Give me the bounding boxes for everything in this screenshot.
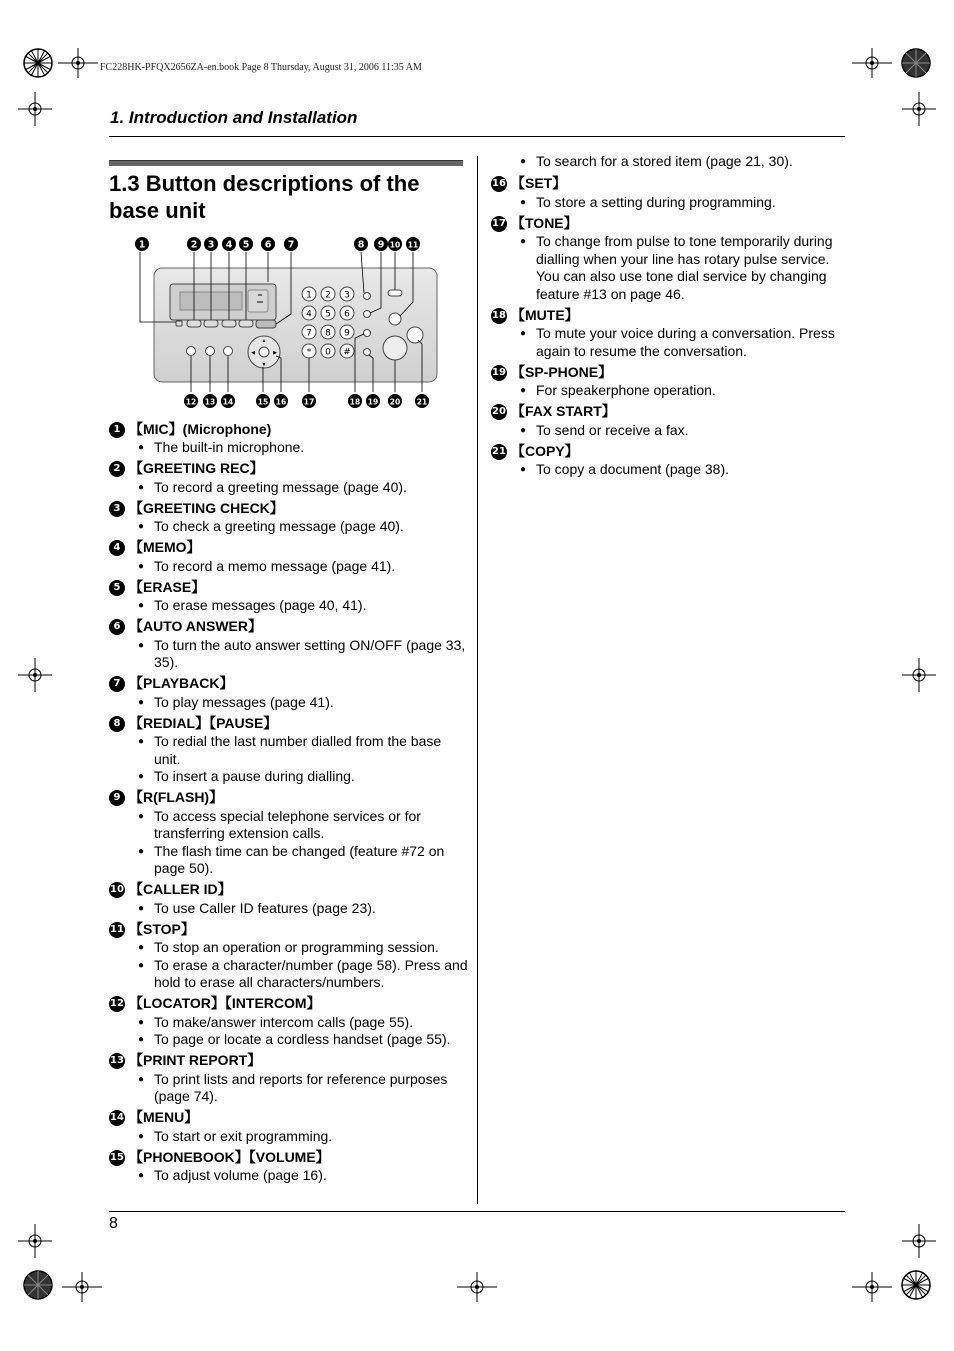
button-label: 【MENU】 [129, 1109, 199, 1126]
button-description-item [109, 881, 469, 918]
erase-button [239, 320, 253, 327]
page-number: 8 [109, 1215, 118, 1232]
button-description-item [491, 306, 851, 360]
svg-text:9: 9 [377, 239, 385, 251]
description-bullet: ● To start or exit programming. [134, 1128, 469, 1146]
description-bullet: ● To check a greeting message (page 40). [134, 518, 469, 536]
button-label: 【CALLER ID】 [129, 881, 232, 898]
auto-answer-button [256, 320, 276, 328]
mute-button [364, 349, 371, 356]
locator-intercom-button [187, 347, 196, 356]
crosshair-mark-icon [902, 1224, 936, 1258]
button-description-heading [109, 1052, 469, 1071]
column-divider [477, 156, 478, 1204]
button-list-left [109, 420, 469, 1188]
stop-button [389, 313, 401, 325]
svg-text:20: 20 [389, 397, 401, 407]
svg-text:9: 9 [344, 328, 350, 339]
svg-text:6: 6 [264, 239, 272, 251]
button-description-heading [491, 214, 851, 233]
top-callouts [135, 237, 420, 251]
button-description-item [109, 789, 469, 878]
button-label: 【SP-PHONE】 [511, 363, 613, 380]
button-description-item [109, 675, 469, 712]
button-list-right [491, 153, 851, 482]
callout-number: 4 [109, 540, 125, 556]
description-bullet: ● To erase messages (page 40, 41). [134, 597, 469, 615]
description-bullet: ● To page or locate a cordless handset (page 55). [134, 1031, 469, 1049]
callout-number: 17 [491, 216, 507, 232]
svg-text:▼: ▼ [261, 362, 267, 368]
svg-text:7: 7 [306, 328, 312, 339]
description-bullet: ● To record a greeting message (page 40). [134, 479, 469, 497]
button-description-heading [109, 789, 469, 808]
svg-text:▲: ▲ [261, 338, 267, 344]
keypad-key [302, 325, 316, 339]
svg-text:10: 10 [389, 240, 401, 250]
crosshair-mark-icon [902, 92, 936, 126]
callout-number: 9 [109, 790, 125, 806]
diagram-callout [184, 394, 198, 408]
svg-text:15: 15 [257, 397, 269, 407]
keypad-key [340, 287, 354, 301]
button-label: 【MUTE】 [511, 306, 579, 323]
callout-number: 1 [109, 422, 125, 438]
button-description-item [109, 1052, 469, 1106]
redial-pause-button [364, 293, 371, 300]
description-bullet: ● To print lists and reports for reference purposes (page 74). [134, 1071, 469, 1106]
button-description-heading [109, 995, 469, 1014]
continuation-bullet: ● To search for a stored item (page 21, 30). [516, 153, 851, 171]
keypad-key [302, 306, 316, 320]
description-bullet: ● To turn the auto answer setting ON/OFF (page 33, 35). [134, 637, 469, 672]
callout-number: 21 [491, 444, 507, 460]
svg-text:1: 1 [306, 290, 312, 301]
callout-number: 5 [109, 580, 125, 596]
diagram-callout [261, 237, 275, 251]
button-description-item [109, 420, 469, 457]
registration-mark-bottom-left-icon [15, 1262, 61, 1308]
callout-number: 18 [491, 308, 507, 324]
diagram-callout [256, 394, 270, 408]
button-label: 【GREETING REC】 [129, 460, 264, 477]
diagram-callout [354, 237, 368, 251]
button-description-heading [109, 420, 469, 439]
registration-mark-top-left-icon [15, 40, 61, 86]
svg-text:11: 11 [407, 240, 419, 250]
crosshair-mark-icon [18, 658, 52, 692]
button-description-heading [109, 881, 469, 900]
description-bullet: ● To record a memo message (page 41). [134, 558, 469, 576]
svg-text:5: 5 [325, 309, 331, 320]
registration-mark-bottom-right-icon [893, 1262, 939, 1308]
crosshair-mark-icon [852, 1272, 892, 1302]
button-description-heading [109, 675, 469, 694]
diagram-callout [239, 237, 253, 251]
callout-number: 13 [109, 1053, 125, 1069]
menu-button [224, 347, 233, 356]
base-unit-diagram [130, 232, 450, 412]
description-bullet: ● To use Caller ID features (page 23). [134, 900, 469, 918]
button-description-heading [491, 363, 851, 382]
svg-text:21: 21 [416, 397, 428, 407]
crosshair-mark-icon [18, 92, 52, 126]
button-description-heading [109, 618, 469, 637]
diagram-callout [388, 394, 402, 408]
button-description-heading [109, 714, 469, 733]
button-description-item [109, 1148, 469, 1185]
button-label: 【REDIAL】【PAUSE】 [129, 714, 278, 731]
button-label: 【MIC】 [129, 420, 183, 437]
copy-button [407, 327, 423, 343]
crosshair-mark-icon [62, 1272, 102, 1302]
callout-number: 2 [109, 461, 125, 477]
diagram-callout [374, 237, 388, 251]
diagram-callout [348, 394, 362, 408]
diagram-callout [366, 394, 380, 408]
svg-text:14: 14 [222, 397, 234, 407]
crosshair-mark-icon [902, 658, 936, 692]
crosshair-mark-icon [852, 48, 892, 78]
caller-id-button [388, 290, 402, 296]
button-label: 【MEMO】 [129, 539, 201, 556]
callout-number: 11 [109, 922, 125, 938]
button-description-item [109, 995, 469, 1049]
crosshair-mark-icon [457, 1272, 497, 1302]
keypad-key [340, 306, 354, 320]
diagram-callout [221, 394, 235, 408]
svg-text:*: * [306, 347, 312, 358]
button-label-suffix: (Microphone) [182, 420, 272, 437]
svg-text:17: 17 [303, 397, 315, 407]
button-description-item [109, 460, 469, 497]
svg-text:5: 5 [242, 239, 250, 251]
button-description-heading [491, 442, 851, 461]
description-bullet: ● To copy a document (page 38). [516, 461, 851, 479]
memo-button [222, 320, 236, 327]
page-title: 1.3 Button descriptions of the base unit [109, 171, 420, 223]
svg-text:19: 19 [367, 397, 379, 407]
description-bullet: ● To mute your voice during a conversation. Press again to resume the conversation. [516, 325, 851, 360]
svg-text:12: 12 [185, 397, 197, 407]
callout-number: 12 [109, 996, 125, 1012]
button-description-item [109, 578, 469, 615]
button-label: 【GREETING CHECK】 [129, 499, 284, 516]
button-label: 【LOCATOR】【INTERCOM】 [129, 995, 321, 1012]
footer-rule [109, 1211, 845, 1212]
button-label: 【PLAYBACK】 [129, 675, 234, 692]
button-description-item [491, 363, 851, 400]
button-description-heading [109, 920, 469, 939]
print-report-button [206, 347, 215, 356]
sp-phone-button [383, 336, 407, 360]
diagram-callout [203, 394, 217, 408]
diagram-callout [284, 237, 298, 251]
svg-text:3: 3 [207, 239, 215, 251]
button-description-heading [491, 306, 851, 325]
description-bullet: ● To redial the last number dialled from the base unit. [134, 733, 469, 768]
callout-number: 16 [491, 176, 507, 192]
svg-text:16: 16 [275, 397, 287, 407]
button-description-heading [109, 460, 469, 479]
mic-hole [176, 321, 182, 326]
button-label: 【TONE】 [511, 214, 578, 231]
callout-number: 14 [109, 1110, 125, 1126]
callout-number: 7 [109, 676, 125, 692]
button-description-heading [109, 1148, 469, 1167]
button-description-heading [491, 175, 851, 194]
callout-number: 19 [491, 365, 507, 381]
button-label: 【SET】 [511, 175, 567, 192]
button-description-heading [109, 1109, 469, 1128]
button-description-item [491, 175, 851, 212]
button-label: 【FAX START】 [511, 403, 616, 420]
description-bullet: ● To access special telephone services or for transferring extension calls. [134, 808, 469, 843]
button-label: 【PRINT REPORT】 [129, 1052, 262, 1069]
keypad-key [340, 325, 354, 339]
description-bullet: ● For speakerphone operation. [516, 382, 851, 400]
svg-text:18: 18 [349, 397, 361, 407]
button-label: 【COPY】 [511, 442, 579, 459]
callout-number: 15 [109, 1150, 125, 1166]
svg-text:#: # [343, 347, 351, 358]
button-description-item [109, 618, 469, 672]
svg-text:4: 4 [225, 239, 233, 251]
description-bullet: ● To make/answer intercom calls (page 55). [134, 1014, 469, 1032]
svg-text:▶: ▶ [273, 350, 277, 356]
keypad-key [340, 344, 354, 358]
svg-text:7: 7 [287, 239, 295, 251]
diagram-callout [302, 394, 316, 408]
bottom-callouts [184, 394, 429, 408]
callout-number: 8 [109, 716, 125, 732]
svg-text:◀: ◀ [251, 350, 255, 356]
registration-mark-top-right-icon [893, 40, 939, 86]
button-description-heading [109, 539, 469, 558]
svg-text:8: 8 [357, 239, 365, 251]
svg-text:13: 13 [204, 397, 216, 407]
header-rule [109, 136, 845, 137]
button-description-item [109, 1109, 469, 1146]
svg-text:0: 0 [325, 347, 331, 358]
description-bullet: ● The flash time can be changed (feature #72 on page 50). [134, 843, 469, 878]
button-description-item [491, 214, 851, 303]
button-label: 【STOP】 [129, 920, 195, 937]
keypad-key [321, 325, 335, 339]
description-bullet: ● To store a setting during programming. [516, 194, 851, 212]
description-bullet: ● To adjust volume (page 16). [134, 1167, 469, 1185]
button-description-item [109, 499, 469, 536]
crosshair-mark-icon [18, 1224, 52, 1258]
keypad-key [321, 287, 335, 301]
description-bullet: ● To change from pulse to tone temporarily during dialling when your line has rotary pulse service. You can also use tone dial service by changing feature #13 on page 46. [516, 233, 851, 303]
svg-text:6: 6 [344, 309, 350, 320]
button-description-item [109, 920, 469, 992]
print-info-line: FC228HK-PFQX2656ZA-en.book Page 8 Thursday, August 31, 2006 11:35 AM [100, 62, 422, 73]
description-bullet: ● To send or receive a fax. [516, 422, 851, 440]
title-bar [109, 160, 463, 166]
greeting-check-button [204, 320, 218, 327]
button-description-item [491, 442, 851, 479]
diagram-callout [222, 237, 236, 251]
description-bullet: ● To play messages (page 41). [134, 694, 469, 712]
callout-number: 3 [109, 501, 125, 517]
button-label: 【PHONEBOOK】【VOLUME】 [129, 1148, 330, 1165]
button-description-item [109, 539, 469, 576]
tone-button [364, 330, 371, 337]
button-description-item [109, 714, 469, 786]
keypad-key [302, 344, 316, 358]
button-label: 【AUTO ANSWER】 [129, 618, 262, 635]
description-bullet: ● To erase a character/number (page 58). Press and hold to erase all characters/numbers. [134, 957, 469, 992]
keypad-key [321, 306, 335, 320]
diagram-callout [388, 237, 402, 251]
button-description-heading [109, 578, 469, 597]
button-label: 【R(FLASH)】 [129, 789, 224, 806]
svg-text:1: 1 [138, 239, 146, 251]
diagram-callout [204, 237, 218, 251]
svg-text:2: 2 [190, 239, 198, 251]
callout-number: 20 [491, 404, 507, 420]
diagram-callout [415, 394, 429, 408]
button-label: 【ERASE】 [129, 578, 206, 595]
svg-text:8: 8 [325, 328, 331, 339]
description-bullet: ● To stop an operation or programming session. [134, 939, 469, 957]
flash-button [364, 311, 371, 318]
crosshair-mark-icon [58, 48, 98, 78]
button-description-item [491, 403, 851, 440]
diagram-callout [406, 237, 420, 251]
callout-number: 10 [109, 882, 125, 898]
diagram-callout [187, 237, 201, 251]
svg-text:3: 3 [344, 290, 350, 301]
keypad-key [302, 287, 316, 301]
greeting-rec-button [187, 320, 201, 327]
diagram-callout [274, 394, 288, 408]
button-description-heading [491, 403, 851, 422]
button-description-heading [109, 499, 469, 518]
keypad-key [321, 344, 335, 358]
callout-number: 6 [109, 619, 125, 635]
diagram-callout [135, 237, 149, 251]
description-bullet: ● To insert a pause during dialling. [134, 768, 469, 786]
section-header: 1. Introduction and Installation [110, 108, 358, 127]
svg-text:2: 2 [325, 290, 331, 301]
description-bullet: ● The built-in microphone. [134, 439, 469, 457]
svg-text:4: 4 [306, 309, 312, 320]
